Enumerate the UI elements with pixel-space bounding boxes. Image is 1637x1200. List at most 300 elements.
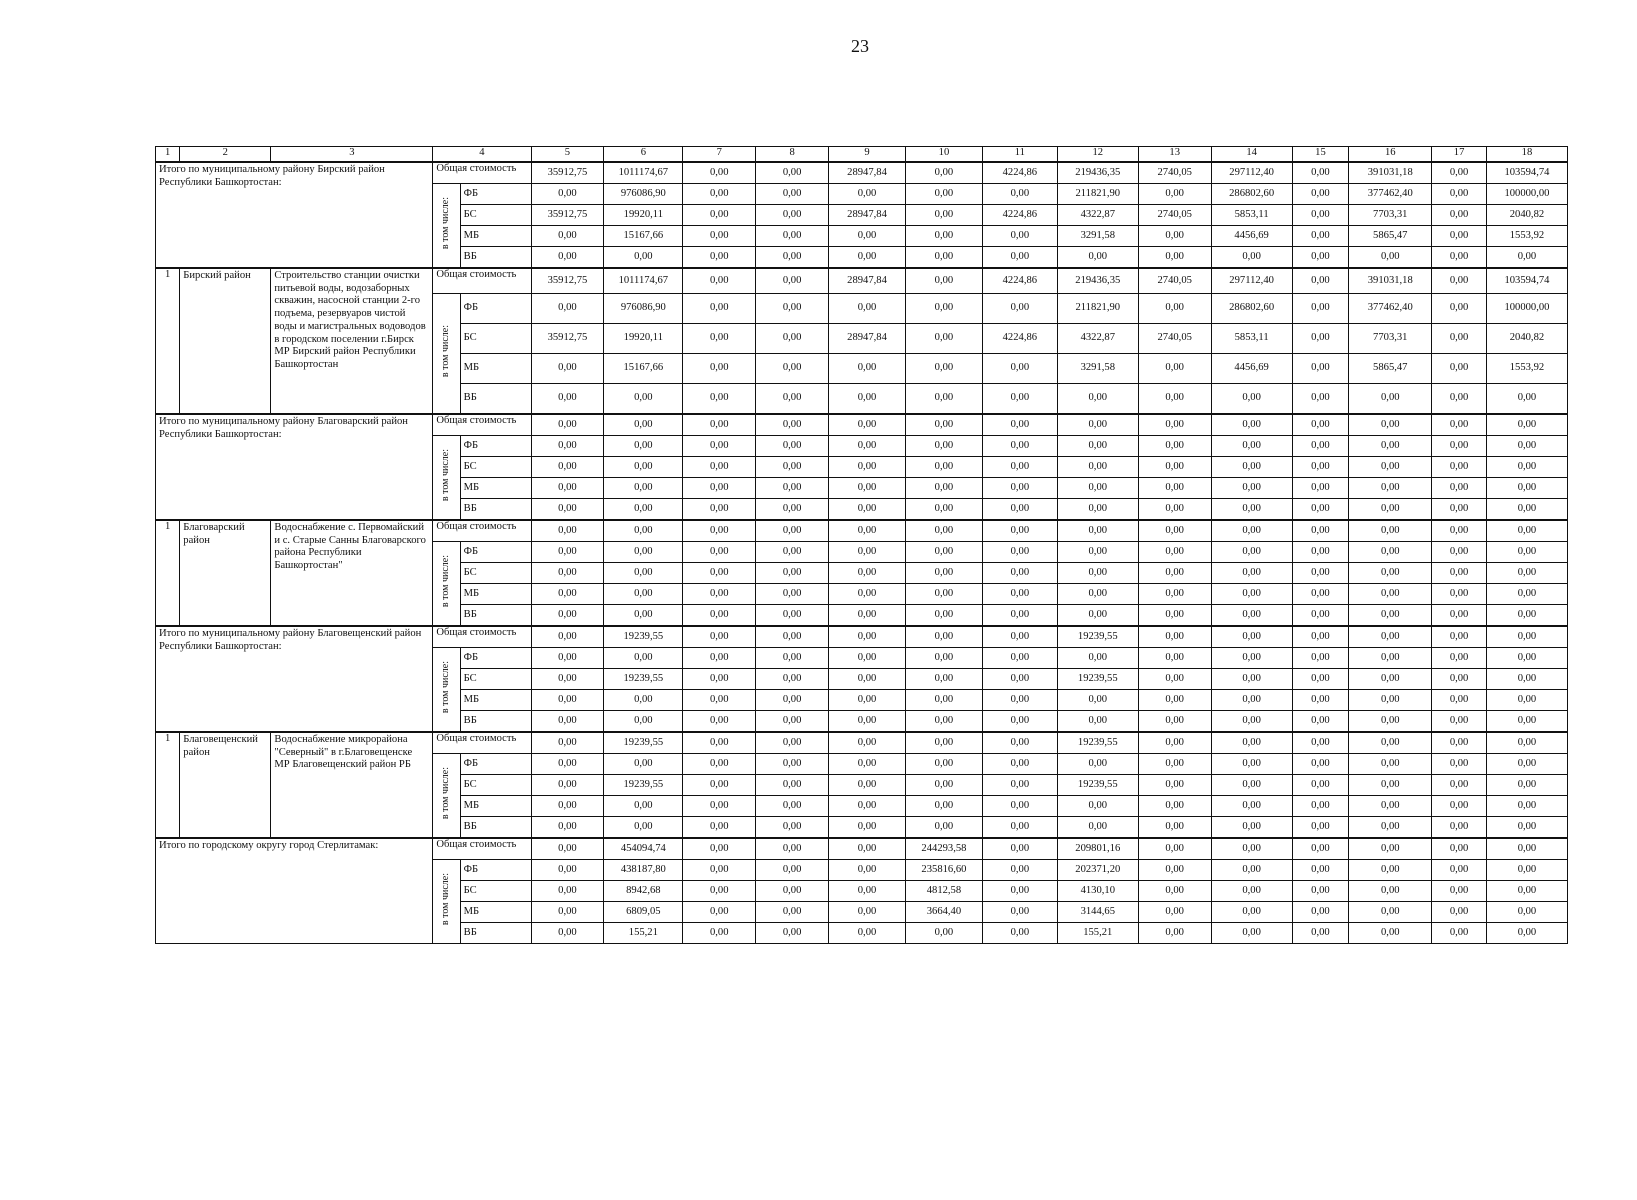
- value-cell: 0,00: [905, 324, 982, 354]
- value-cell: 0,00: [982, 796, 1057, 817]
- value-cell: 0,00: [1349, 542, 1432, 563]
- value-cell: 0,00: [1138, 626, 1211, 648]
- value-cell: 35912,75: [531, 162, 604, 184]
- value-cell: 4456,69: [1211, 226, 1292, 247]
- value-cell: 0,00: [1138, 775, 1211, 796]
- funding-source-label: ВБ: [460, 384, 531, 415]
- value-cell: 0,00: [1349, 499, 1432, 521]
- value-cell: 0,00: [1057, 542, 1138, 563]
- value-cell: 0,00: [1486, 775, 1567, 796]
- value-cell: 0,00: [1432, 414, 1487, 436]
- value-cell: 0,00: [1432, 711, 1487, 733]
- value-cell: 0,00: [756, 923, 829, 944]
- value-cell: 0,00: [982, 669, 1057, 690]
- value-cell: 0,00: [531, 754, 604, 775]
- value-cell: 0,00: [1432, 902, 1487, 923]
- value-cell: 0,00: [1057, 457, 1138, 478]
- value-cell: 0,00: [982, 626, 1057, 648]
- funding-source-label: ВБ: [460, 247, 531, 269]
- value-cell: 0,00: [604, 648, 683, 669]
- value-cell: 0,00: [1349, 923, 1432, 944]
- value-cell: 0,00: [1138, 584, 1211, 605]
- value-cell: 0,00: [829, 294, 906, 324]
- value-cell: 0,00: [1486, 457, 1567, 478]
- value-cell: 0,00: [756, 732, 829, 754]
- value-cell: 0,00: [1292, 923, 1349, 944]
- value-cell: 6809,05: [604, 902, 683, 923]
- value-cell: 0,00: [683, 499, 756, 521]
- value-cell: 0,00: [1432, 436, 1487, 457]
- value-cell: 0,00: [1138, 414, 1211, 436]
- value-cell: 209801,16: [1057, 838, 1138, 860]
- value-cell: 211821,90: [1057, 294, 1138, 324]
- value-cell: 0,00: [756, 669, 829, 690]
- value-cell: 0,00: [1211, 436, 1292, 457]
- value-cell: 0,00: [604, 605, 683, 627]
- funding-source-label: ФБ: [460, 184, 531, 205]
- value-cell: 0,00: [1486, 605, 1567, 627]
- value-cell: 0,00: [531, 817, 604, 839]
- value-cell: 0,00: [905, 817, 982, 839]
- value-cell: 0,00: [531, 457, 604, 478]
- value-cell: 0,00: [905, 669, 982, 690]
- value-cell: 0,00: [829, 226, 906, 247]
- value-cell: 0,00: [1292, 247, 1349, 269]
- value-cell: 0,00: [829, 499, 906, 521]
- value-cell: 0,00: [531, 436, 604, 457]
- funding-source-label: МБ: [460, 902, 531, 923]
- value-cell: 0,00: [1138, 520, 1211, 542]
- value-cell: 0,00: [531, 184, 604, 205]
- value-cell: 0,00: [905, 384, 982, 415]
- value-cell: 0,00: [604, 817, 683, 839]
- funding-source-label: МБ: [460, 584, 531, 605]
- value-cell: 8942,68: [604, 881, 683, 902]
- funding-source-label: БС: [460, 205, 531, 226]
- total-cost-label: Общая стоимость: [433, 520, 531, 542]
- value-cell: 0,00: [683, 838, 756, 860]
- value-cell: 0,00: [683, 294, 756, 324]
- value-cell: 0,00: [982, 436, 1057, 457]
- value-cell: 0,00: [982, 384, 1057, 415]
- value-cell: 100000,00: [1486, 184, 1567, 205]
- value-cell: 0,00: [1432, 184, 1487, 205]
- value-cell: 0,00: [905, 354, 982, 384]
- value-cell: 19239,55: [604, 732, 683, 754]
- value-cell: 0,00: [982, 542, 1057, 563]
- value-cell: 0,00: [1349, 838, 1432, 860]
- funding-source-label: ФБ: [460, 860, 531, 881]
- value-cell: 0,00: [1349, 605, 1432, 627]
- total-cost-label: Общая стоимость: [433, 732, 531, 754]
- total-cost-label: Общая стоимость: [433, 414, 531, 436]
- total-title: Итого по городскому округу город Стерлитамак:: [156, 838, 433, 944]
- value-cell: 0,00: [1292, 669, 1349, 690]
- value-cell: 0,00: [905, 184, 982, 205]
- value-cell: 0,00: [1292, 732, 1349, 754]
- value-cell: 0,00: [1057, 499, 1138, 521]
- value-cell: 0,00: [531, 247, 604, 269]
- value-cell: 0,00: [829, 796, 906, 817]
- value-cell: 202371,20: [1057, 860, 1138, 881]
- column-number: 11: [982, 147, 1057, 163]
- value-cell: 0,00: [1349, 626, 1432, 648]
- value-cell: 0,00: [1211, 563, 1292, 584]
- column-number: 8: [756, 147, 829, 163]
- value-cell: 0,00: [683, 457, 756, 478]
- value-cell: 0,00: [683, 732, 756, 754]
- funding-source-label: БС: [460, 563, 531, 584]
- column-number: 17: [1432, 147, 1487, 163]
- value-cell: 0,00: [1138, 648, 1211, 669]
- value-cell: 976086,90: [604, 294, 683, 324]
- object-name: Строительство станции очистки питьевой воды, водозаборных скважин, насосной станции 2-го подъема, резервуаров чистой воды и магистральных водоводов в городском поселении г.Бирск МР Бирский район Республики Башкортостан: [271, 268, 433, 414]
- value-cell: 0,00: [829, 648, 906, 669]
- value-cell: 19920,11: [604, 324, 683, 354]
- column-number-row: [156, 147, 1568, 163]
- value-cell: 0,00: [531, 520, 604, 542]
- value-cell: 0,00: [1057, 605, 1138, 627]
- value-cell: 0,00: [531, 384, 604, 415]
- value-cell: 4224,86: [982, 162, 1057, 184]
- value-cell: 0,00: [1138, 923, 1211, 944]
- value-cell: 0,00: [982, 881, 1057, 902]
- value-cell: 5865,47: [1349, 354, 1432, 384]
- value-cell: 0,00: [756, 457, 829, 478]
- value-cell: 0,00: [683, 690, 756, 711]
- value-cell: 0,00: [604, 690, 683, 711]
- value-cell: 0,00: [1292, 414, 1349, 436]
- value-cell: 0,00: [1292, 648, 1349, 669]
- value-cell: 0,00: [604, 542, 683, 563]
- value-cell: 0,00: [683, 605, 756, 627]
- value-cell: 0,00: [683, 162, 756, 184]
- value-cell: 0,00: [531, 881, 604, 902]
- value-cell: 2740,05: [1138, 162, 1211, 184]
- value-cell: 0,00: [905, 294, 982, 324]
- value-cell: 0,00: [1432, 732, 1487, 754]
- value-cell: 0,00: [829, 754, 906, 775]
- value-cell: 0,00: [982, 860, 1057, 881]
- value-cell: 0,00: [1349, 414, 1432, 436]
- value-cell: 0,00: [1432, 520, 1487, 542]
- column-number: 2: [180, 147, 271, 163]
- value-cell: 0,00: [756, 605, 829, 627]
- total-title: Итого по муниципальному району Благовещенский район Республики Башкортостан:: [156, 626, 433, 732]
- value-cell: 286802,60: [1211, 294, 1292, 324]
- value-cell: 391031,18: [1349, 268, 1432, 294]
- value-cell: 0,00: [1292, 268, 1349, 294]
- value-cell: 19239,55: [604, 775, 683, 796]
- value-cell: 0,00: [1432, 626, 1487, 648]
- value-cell: 0,00: [1432, 162, 1487, 184]
- value-cell: 0,00: [1432, 324, 1487, 354]
- value-cell: 0,00: [1292, 796, 1349, 817]
- funding-source-label: МБ: [460, 796, 531, 817]
- value-cell: 0,00: [683, 626, 756, 648]
- value-cell: 0,00: [1432, 796, 1487, 817]
- value-cell: 0,00: [1292, 457, 1349, 478]
- value-cell: 28947,84: [829, 162, 906, 184]
- value-cell: 0,00: [1211, 520, 1292, 542]
- value-cell: 0,00: [1349, 860, 1432, 881]
- value-cell: 0,00: [1138, 902, 1211, 923]
- value-cell: 0,00: [1211, 584, 1292, 605]
- value-cell: 28947,84: [829, 324, 906, 354]
- total-cost-label: Общая стоимость: [433, 626, 531, 648]
- value-cell: 0,00: [982, 732, 1057, 754]
- value-cell: 0,00: [1486, 520, 1567, 542]
- value-cell: 0,00: [905, 775, 982, 796]
- value-cell: 0,00: [531, 499, 604, 521]
- value-cell: 0,00: [1486, 584, 1567, 605]
- value-cell: 0,00: [1138, 690, 1211, 711]
- value-cell: 5853,11: [1211, 205, 1292, 226]
- value-cell: 2740,05: [1138, 205, 1211, 226]
- value-cell: 0,00: [1057, 436, 1138, 457]
- value-cell: 0,00: [1211, 384, 1292, 415]
- value-cell: 0,00: [683, 354, 756, 384]
- value-cell: 15167,66: [604, 226, 683, 247]
- value-cell: 0,00: [1138, 542, 1211, 563]
- value-cell: 35912,75: [531, 205, 604, 226]
- including-label: [433, 860, 460, 944]
- value-cell: 0,00: [905, 584, 982, 605]
- value-cell: 0,00: [1432, 817, 1487, 839]
- value-cell: 0,00: [1349, 775, 1432, 796]
- value-cell: 19239,55: [1057, 732, 1138, 754]
- value-cell: 0,00: [1486, 690, 1567, 711]
- value-cell: 0,00: [1211, 669, 1292, 690]
- value-cell: 0,00: [604, 520, 683, 542]
- value-cell: 0,00: [905, 162, 982, 184]
- value-cell: 0,00: [1138, 499, 1211, 521]
- value-cell: 7703,31: [1349, 324, 1432, 354]
- value-cell: 0,00: [1211, 881, 1292, 902]
- value-cell: 0,00: [1349, 384, 1432, 415]
- value-cell: 0,00: [1486, 563, 1567, 584]
- value-cell: 0,00: [1486, 860, 1567, 881]
- value-cell: 0,00: [1211, 605, 1292, 627]
- value-cell: 0,00: [756, 881, 829, 902]
- value-cell: 1553,92: [1486, 354, 1567, 384]
- value-cell: 0,00: [829, 605, 906, 627]
- value-cell: 0,00: [1292, 436, 1349, 457]
- value-cell: 0,00: [1349, 754, 1432, 775]
- value-cell: 0,00: [829, 711, 906, 733]
- value-cell: 0,00: [531, 354, 604, 384]
- value-cell: 0,00: [1138, 817, 1211, 839]
- object-number: 1: [156, 732, 180, 838]
- value-cell: 0,00: [1138, 881, 1211, 902]
- including-label: [433, 184, 460, 269]
- including-label: [433, 542, 460, 627]
- total-row: [156, 838, 1568, 860]
- value-cell: 0,00: [1349, 690, 1432, 711]
- value-cell: 0,00: [1432, 838, 1487, 860]
- value-cell: 297112,40: [1211, 162, 1292, 184]
- value-cell: 0,00: [604, 796, 683, 817]
- funding-source-label: ФБ: [460, 542, 531, 563]
- value-cell: 0,00: [1211, 542, 1292, 563]
- value-cell: 0,00: [756, 499, 829, 521]
- value-cell: 0,00: [829, 414, 906, 436]
- value-cell: 0,00: [1486, 796, 1567, 817]
- value-cell: 0,00: [1211, 247, 1292, 269]
- value-cell: 0,00: [531, 478, 604, 499]
- column-number: 12: [1057, 147, 1138, 163]
- value-cell: 0,00: [829, 520, 906, 542]
- value-cell: 0,00: [756, 384, 829, 415]
- value-cell: 0,00: [1138, 294, 1211, 324]
- value-cell: 0,00: [1211, 711, 1292, 733]
- value-cell: 0,00: [604, 754, 683, 775]
- value-cell: 0,00: [1292, 226, 1349, 247]
- value-cell: 0,00: [531, 563, 604, 584]
- value-cell: 0,00: [1432, 384, 1487, 415]
- value-cell: 0,00: [1432, 860, 1487, 881]
- value-cell: 0,00: [1349, 902, 1432, 923]
- value-cell: 0,00: [683, 205, 756, 226]
- value-cell: 0,00: [604, 584, 683, 605]
- value-cell: 377462,40: [1349, 184, 1432, 205]
- value-cell: 0,00: [905, 542, 982, 563]
- including-text: в том числе:: [440, 661, 452, 714]
- value-cell: 0,00: [905, 754, 982, 775]
- funding-source-label: ФБ: [460, 754, 531, 775]
- value-cell: 0,00: [829, 881, 906, 902]
- value-cell: 0,00: [683, 648, 756, 669]
- value-cell: 0,00: [1432, 294, 1487, 324]
- value-cell: 0,00: [1211, 414, 1292, 436]
- value-cell: 0,00: [531, 711, 604, 733]
- object-district: Бирский район: [180, 268, 271, 414]
- value-cell: 2740,05: [1138, 324, 1211, 354]
- value-cell: 0,00: [982, 247, 1057, 269]
- value-cell: 0,00: [1057, 414, 1138, 436]
- value-cell: 0,00: [1486, 436, 1567, 457]
- value-cell: 0,00: [1138, 184, 1211, 205]
- value-cell: 0,00: [829, 247, 906, 269]
- value-cell: 1011174,67: [604, 162, 683, 184]
- value-cell: 0,00: [1432, 923, 1487, 944]
- value-cell: 0,00: [1138, 247, 1211, 269]
- value-cell: 19239,55: [1057, 626, 1138, 648]
- value-cell: 19920,11: [604, 205, 683, 226]
- value-cell: 0,00: [1486, 414, 1567, 436]
- value-cell: 0,00: [683, 817, 756, 839]
- column-number: 6: [604, 147, 683, 163]
- value-cell: 0,00: [531, 542, 604, 563]
- value-cell: 0,00: [683, 247, 756, 269]
- value-cell: 2740,05: [1138, 268, 1211, 294]
- value-cell: 0,00: [1211, 817, 1292, 839]
- funding-source-label: МБ: [460, 690, 531, 711]
- column-number: 9: [829, 147, 906, 163]
- value-cell: 0,00: [756, 247, 829, 269]
- value-cell: 0,00: [982, 690, 1057, 711]
- value-cell: 0,00: [1292, 690, 1349, 711]
- value-cell: 0,00: [531, 626, 604, 648]
- value-cell: 0,00: [1486, 499, 1567, 521]
- value-cell: 0,00: [531, 923, 604, 944]
- value-cell: 0,00: [982, 775, 1057, 796]
- value-cell: 0,00: [905, 457, 982, 478]
- value-cell: 0,00: [905, 268, 982, 294]
- value-cell: 0,00: [1486, 732, 1567, 754]
- column-number: 13: [1138, 147, 1211, 163]
- value-cell: 0,00: [1292, 754, 1349, 775]
- value-cell: 0,00: [1432, 669, 1487, 690]
- value-cell: 377462,40: [1349, 294, 1432, 324]
- value-cell: 0,00: [1211, 838, 1292, 860]
- value-cell: 0,00: [982, 838, 1057, 860]
- value-cell: 0,00: [683, 775, 756, 796]
- value-cell: 0,00: [1486, 881, 1567, 902]
- value-cell: 0,00: [683, 860, 756, 881]
- value-cell: 0,00: [1432, 205, 1487, 226]
- column-number: 15: [1292, 147, 1349, 163]
- value-cell: 0,00: [1432, 605, 1487, 627]
- value-cell: 0,00: [1349, 436, 1432, 457]
- value-cell: 219436,35: [1057, 162, 1138, 184]
- value-cell: 0,00: [982, 902, 1057, 923]
- funding-source-label: БС: [460, 324, 531, 354]
- value-cell: 0,00: [1057, 584, 1138, 605]
- value-cell: 0,00: [905, 205, 982, 226]
- object-row: [156, 732, 1568, 754]
- value-cell: 0,00: [1211, 796, 1292, 817]
- value-cell: 155,21: [604, 923, 683, 944]
- value-cell: 0,00: [604, 499, 683, 521]
- object-name: Водоснабжение микрорайона "Северный" в г.Благовещенске МР Благовещенский район РБ: [271, 732, 433, 838]
- value-cell: 0,00: [1432, 226, 1487, 247]
- value-cell: 0,00: [1138, 669, 1211, 690]
- value-cell: 0,00: [1138, 605, 1211, 627]
- value-cell: 0,00: [1292, 817, 1349, 839]
- value-cell: 0,00: [683, 384, 756, 415]
- value-cell: 4456,69: [1211, 354, 1292, 384]
- value-cell: 0,00: [531, 294, 604, 324]
- value-cell: 28947,84: [829, 268, 906, 294]
- value-cell: 0,00: [756, 563, 829, 584]
- column-number: 7: [683, 147, 756, 163]
- value-cell: 0,00: [1292, 542, 1349, 563]
- value-cell: 0,00: [905, 436, 982, 457]
- value-cell: 103594,74: [1486, 162, 1567, 184]
- including-label: [433, 294, 460, 415]
- value-cell: 0,00: [1292, 902, 1349, 923]
- value-cell: 0,00: [604, 436, 683, 457]
- value-cell: 0,00: [756, 902, 829, 923]
- object-name: Водоснабжение с. Первомайский и с. Старые Санны Благоварского района Республики Башкортостан": [271, 520, 433, 626]
- value-cell: 0,00: [604, 711, 683, 733]
- value-cell: 0,00: [829, 563, 906, 584]
- value-cell: 0,00: [683, 478, 756, 499]
- value-cell: 0,00: [1432, 457, 1487, 478]
- value-cell: 0,00: [1138, 563, 1211, 584]
- value-cell: 0,00: [829, 923, 906, 944]
- value-cell: 0,00: [905, 605, 982, 627]
- value-cell: 0,00: [982, 184, 1057, 205]
- object-district: Благовещенский район: [180, 732, 271, 838]
- value-cell: 0,00: [683, 184, 756, 205]
- value-cell: 0,00: [1486, 478, 1567, 499]
- value-cell: 0,00: [982, 354, 1057, 384]
- value-cell: 0,00: [1211, 626, 1292, 648]
- value-cell: 0,00: [756, 584, 829, 605]
- value-cell: 0,00: [1349, 796, 1432, 817]
